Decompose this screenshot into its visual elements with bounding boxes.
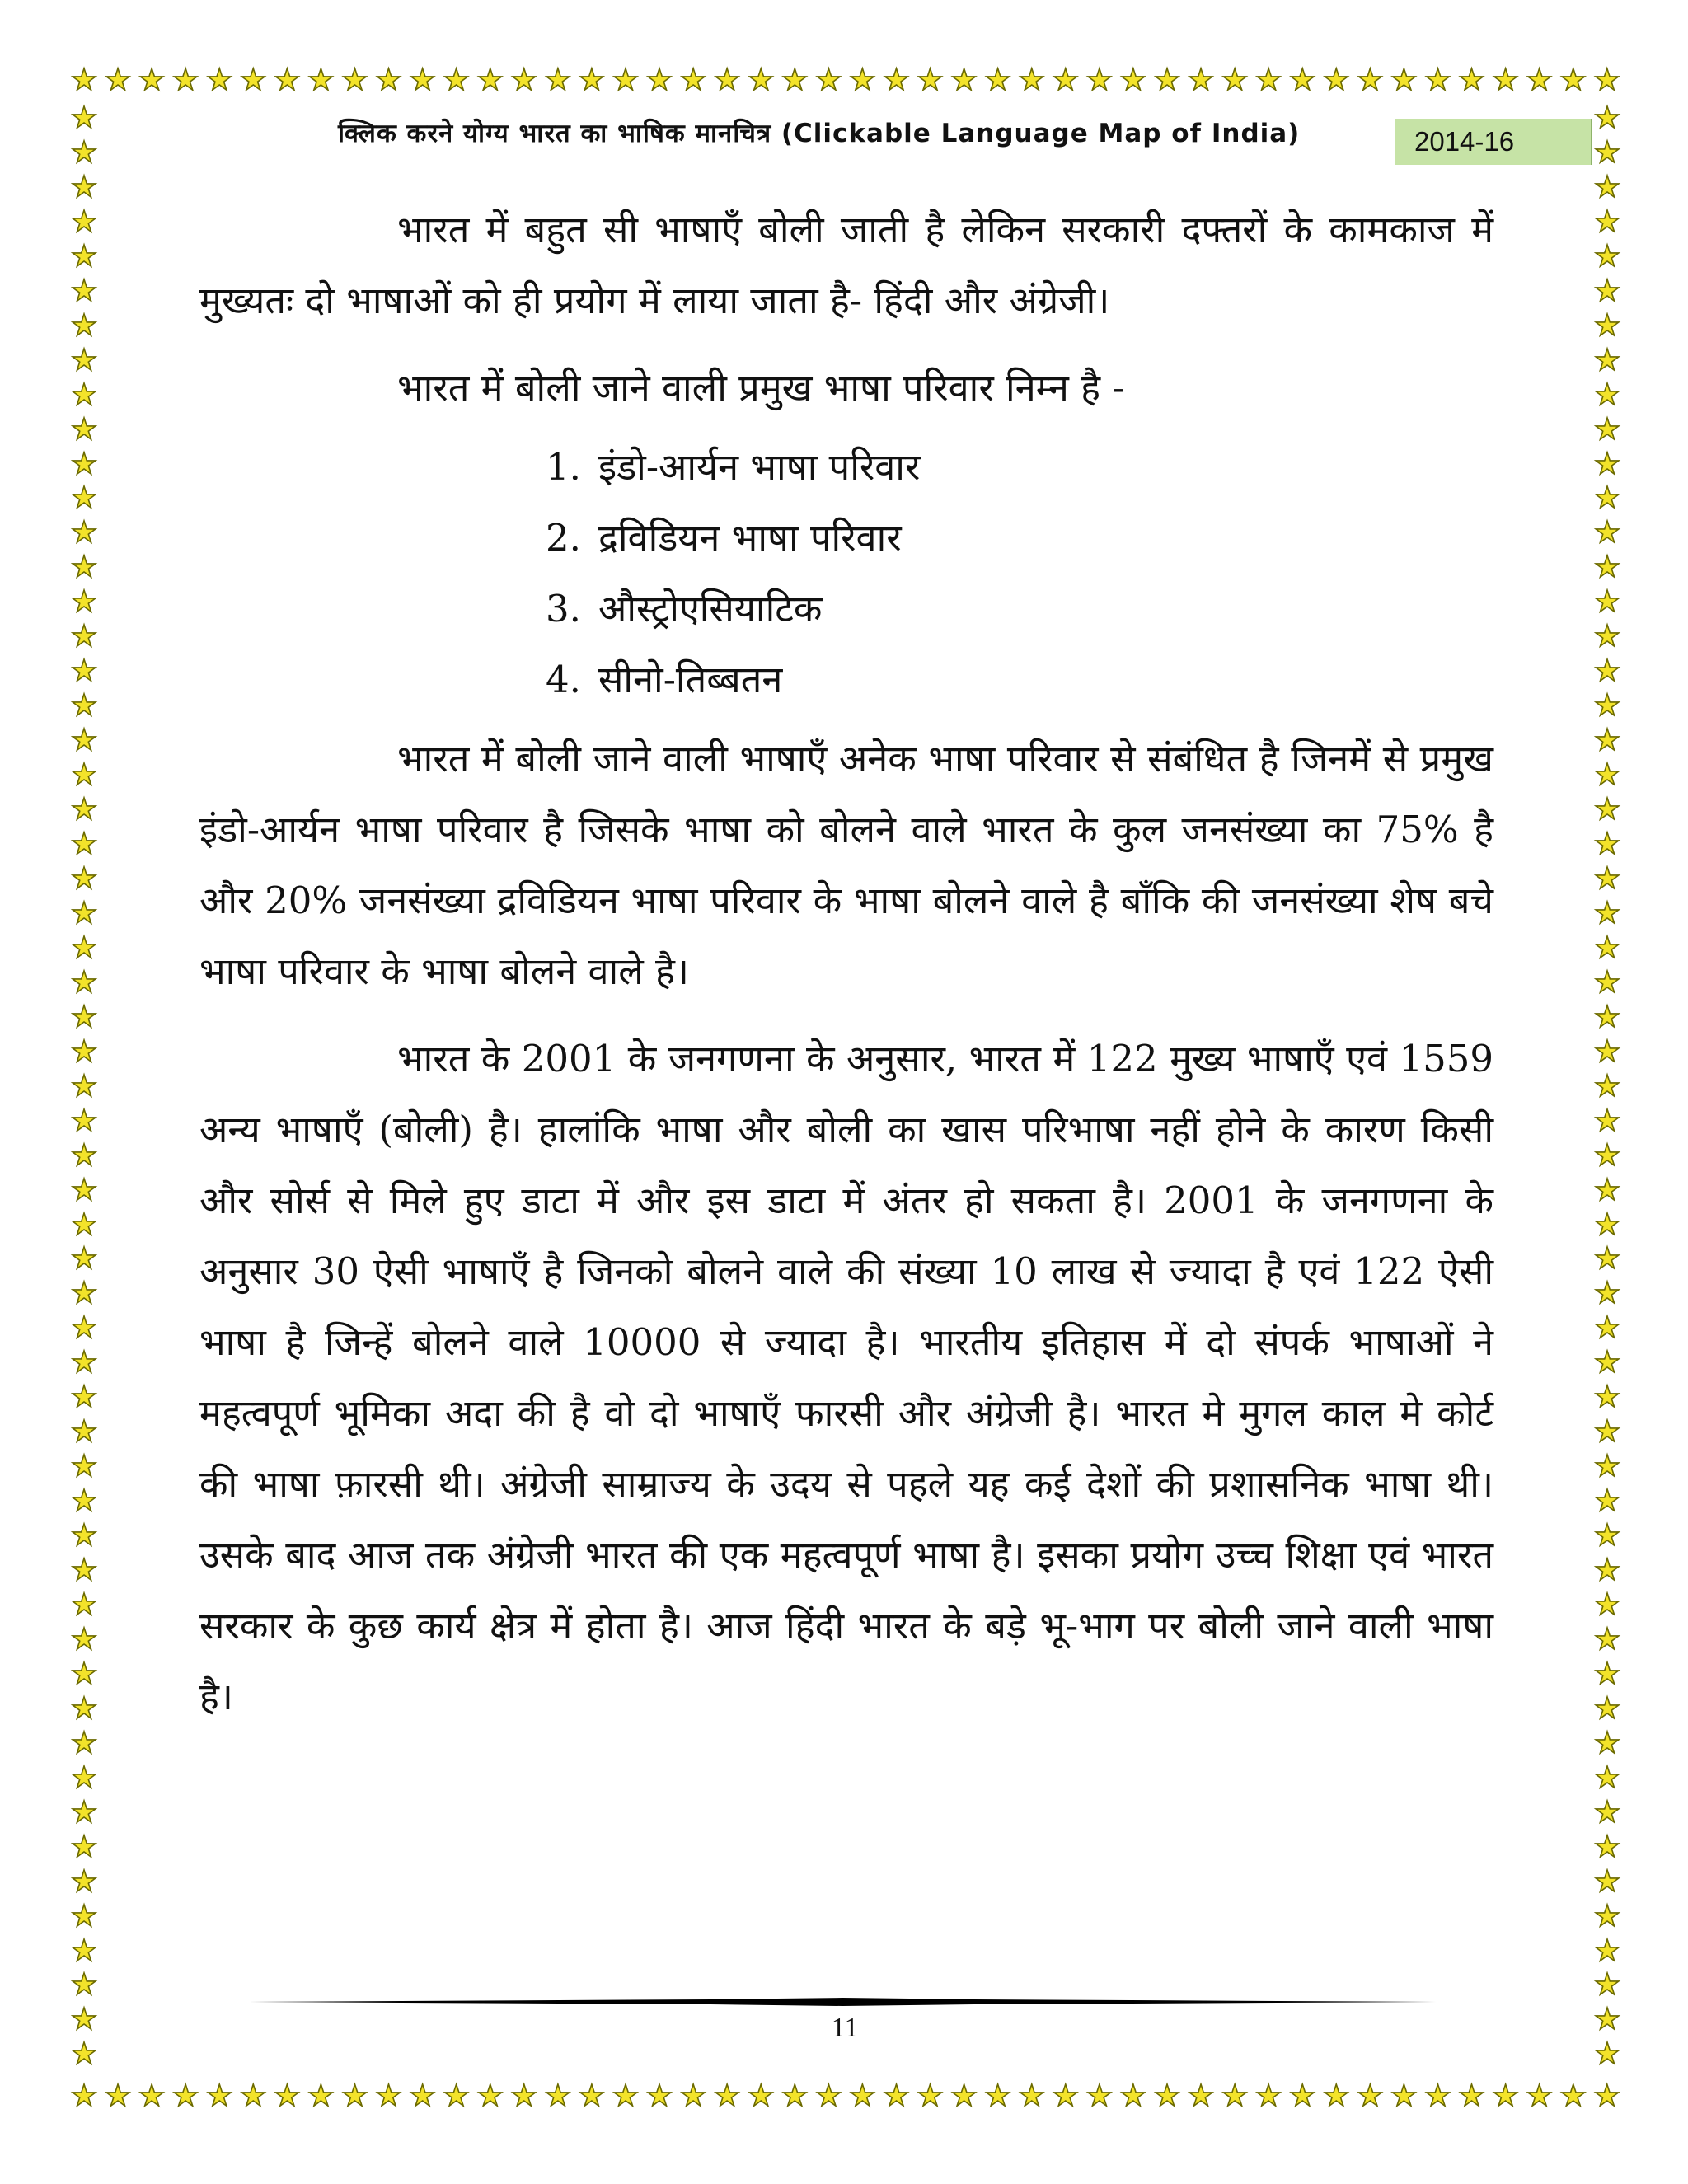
star-icon: ★ — [1593, 63, 1620, 97]
star-icon: ★ — [1593, 204, 1621, 239]
star-icon: ★ — [1593, 1450, 1621, 1484]
star-icon: ★ — [70, 620, 98, 654]
star-icon: ★ — [1424, 63, 1451, 97]
star-icon: ★ — [1593, 896, 1621, 930]
star-icon: ★ — [544, 63, 572, 97]
star-icon: ★ — [70, 585, 98, 620]
star-icon: ★ — [1593, 1933, 1621, 1968]
star-icon: ★ — [1593, 861, 1621, 896]
star-icon: ★ — [240, 63, 267, 97]
star-icon: ★ — [1593, 827, 1621, 862]
star-icon: ★ — [70, 1587, 98, 1622]
star-icon: ★ — [1593, 585, 1621, 620]
star-icon: ★ — [1559, 2079, 1587, 2113]
star-icon: ★ — [1424, 2079, 1451, 2113]
star-icon: ★ — [1593, 377, 1621, 412]
star-icon: ★ — [1255, 63, 1282, 97]
star-icon: ★ — [138, 2079, 166, 2113]
footer-rule — [249, 1998, 1436, 2006]
star-icon: ★ — [1593, 308, 1621, 343]
year-badge: 2014-16 — [1395, 119, 1592, 165]
star-icon: ★ — [1593, 1242, 1621, 1277]
star-icon: ★ — [70, 204, 98, 239]
page-number: 11 — [831, 2013, 859, 2043]
intro-paragraph: भारत में बहुत सी भाषाएँ बोली जाती है लेकिन सरकारी दफ्तरों के कामकाज में मुख्यतः दो भाषाओं को ही प्रयोग में लाया जाता है- हिंदी और अंग्रेजी। — [199, 208, 1493, 322]
star-icon: ★ — [1593, 1484, 1621, 1519]
star-icon: ★ — [544, 2079, 572, 2113]
star-icon: ★ — [917, 63, 944, 97]
star-icon: ★ — [70, 896, 98, 930]
star-icon: ★ — [1593, 2037, 1621, 2072]
language-family-list — [199, 432, 1493, 715]
star-icon: ★ — [1593, 965, 1621, 1000]
star-icon: ★ — [70, 135, 98, 170]
star-icon: ★ — [748, 2079, 775, 2113]
star-icon: ★ — [70, 1899, 98, 1933]
star-border-right — [1591, 102, 1624, 2072]
star-icon: ★ — [206, 63, 233, 97]
star-icon: ★ — [1593, 1104, 1621, 1138]
star-icon: ★ — [70, 2037, 98, 2072]
list-item — [546, 432, 1493, 503]
star-icon: ★ — [1593, 447, 1621, 481]
star-icon: ★ — [849, 2079, 876, 2113]
star-icon: ★ — [1593, 724, 1621, 758]
star-icon: ★ — [1221, 2079, 1249, 2113]
star-icon: ★ — [206, 2079, 233, 2113]
star-icon: ★ — [70, 1138, 98, 1173]
star-icon: ★ — [510, 63, 537, 97]
list-number: 3. — [546, 587, 581, 630]
star-icon: ★ — [70, 1000, 98, 1034]
star-icon: ★ — [70, 930, 98, 965]
star-icon: ★ — [70, 1242, 98, 1277]
star-icon: ★ — [70, 1864, 98, 1899]
star-icon: ★ — [70, 758, 98, 793]
star-icon: ★ — [984, 63, 1011, 97]
star-icon: ★ — [476, 63, 504, 97]
star-icon: ★ — [1593, 2079, 1620, 2113]
star-border-left — [68, 102, 101, 2072]
star-icon: ★ — [1593, 1760, 1621, 1795]
star-icon: ★ — [1593, 1899, 1621, 1933]
star-icon: ★ — [1593, 793, 1621, 827]
star-icon: ★ — [443, 2079, 470, 2113]
star-icon: ★ — [1357, 63, 1384, 97]
star-icon: ★ — [70, 654, 98, 689]
star-icon: ★ — [341, 2079, 368, 2113]
star-icon: ★ — [1593, 1173, 1621, 1207]
star-icon: ★ — [1593, 1554, 1621, 1588]
star-icon: ★ — [70, 239, 98, 274]
star-icon: ★ — [883, 2079, 910, 2113]
star-icon: ★ — [1593, 758, 1621, 793]
star-icon: ★ — [1593, 1519, 1621, 1554]
star-icon: ★ — [1187, 63, 1215, 97]
star-icon: ★ — [1119, 63, 1147, 97]
star-icon: ★ — [1526, 63, 1553, 97]
star-icon: ★ — [70, 1484, 98, 1519]
star-icon: ★ — [70, 343, 98, 377]
star-icon: ★ — [1052, 63, 1079, 97]
star-icon: ★ — [815, 63, 842, 97]
star-icon: ★ — [409, 2079, 436, 2113]
star-icon: ★ — [1593, 654, 1621, 689]
star-icon: ★ — [274, 63, 301, 97]
star-icon: ★ — [274, 2079, 301, 2113]
star-icon: ★ — [1593, 689, 1621, 724]
star-icon: ★ — [1593, 620, 1621, 654]
star-icon: ★ — [70, 516, 98, 551]
paragraph-spacer — [199, 1007, 1493, 1024]
star-icon: ★ — [1593, 1207, 1621, 1242]
star-icon: ★ — [341, 63, 368, 97]
star-icon: ★ — [70, 2003, 98, 2037]
star-icon: ★ — [70, 1795, 98, 1830]
star-icon: ★ — [70, 861, 98, 896]
star-icon: ★ — [748, 63, 775, 97]
star-icon: ★ — [1052, 2079, 1079, 2113]
star-icon: ★ — [409, 63, 436, 97]
star-icon: ★ — [70, 1173, 98, 1207]
star-icon: ★ — [70, 377, 98, 412]
list-item — [546, 574, 1493, 644]
star-icon: ★ — [70, 101, 98, 135]
star-icon: ★ — [612, 2079, 640, 2113]
star-icon: ★ — [70, 724, 98, 758]
star-icon: ★ — [1357, 2079, 1384, 2113]
star-icon: ★ — [70, 1034, 98, 1069]
star-icon: ★ — [1593, 1691, 1621, 1726]
star-icon: ★ — [1593, 1380, 1621, 1415]
star-icon: ★ — [781, 63, 809, 97]
star-icon: ★ — [70, 827, 98, 862]
star-icon: ★ — [1492, 63, 1519, 97]
star-icon: ★ — [307, 2079, 335, 2113]
star-icon: ★ — [679, 2079, 707, 2113]
star-icon: ★ — [1221, 63, 1249, 97]
star-icon: ★ — [1593, 135, 1621, 170]
list-item — [546, 644, 1493, 715]
star-icon: ★ — [1559, 63, 1587, 97]
star-icon: ★ — [1593, 412, 1621, 447]
star-icon: ★ — [1018, 63, 1045, 97]
star-icon: ★ — [70, 1830, 98, 1864]
star-icon: ★ — [375, 2079, 402, 2113]
star-icon: ★ — [1492, 2079, 1519, 2113]
star-icon: ★ — [714, 63, 741, 97]
star-icon: ★ — [70, 412, 98, 447]
star-icon: ★ — [578, 2079, 606, 2113]
list-item-label: औस्ट्रोएसियाटिक — [598, 587, 823, 630]
star-icon: ★ — [1187, 2079, 1215, 2113]
list-number: 1. — [546, 445, 581, 489]
star-icon: ★ — [1593, 1622, 1621, 1657]
star-icon: ★ — [1085, 2079, 1114, 2113]
star-icon: ★ — [1526, 2079, 1553, 2113]
star-icon: ★ — [240, 2079, 267, 2113]
star-icon: ★ — [70, 1207, 98, 1242]
star-icon: ★ — [70, 1104, 98, 1138]
star-icon: ★ — [1153, 63, 1181, 97]
star-icon: ★ — [70, 1069, 98, 1104]
star-icon: ★ — [1593, 481, 1621, 516]
star-icon: ★ — [70, 1933, 98, 1968]
star-icon: ★ — [1593, 551, 1621, 585]
star-icon: ★ — [815, 2079, 842, 2113]
star-icon: ★ — [679, 63, 707, 97]
star-icon: ★ — [1593, 1726, 1621, 1760]
population-paragraph: भारत में बोली जाने वाली भाषाएँ अनेक भाषा परिवार से संबंधित है जिनमें से प्रमुख इंडो-आर्यन भाषा परिवार है जिसके भाषा को बोलने वाले भारत के कुल जनसंख्या का 75% है और 20% जनसंख्या द्रविडियन भाषा परिवार के भाषा बोलने वाले है बाँकि की जनसंख्या शेष बचे भाषा परिवार के भाषा बोलने वाले है। — [199, 737, 1493, 993]
list-item-label: इंडो-आर्यन भाषा परिवार — [598, 445, 921, 489]
star-icon: ★ — [70, 1726, 98, 1760]
star-icon: ★ — [1593, 516, 1621, 551]
star-icon: ★ — [70, 1622, 98, 1657]
star-icon: ★ — [70, 1346, 98, 1380]
census-paragraph: भारत के 2001 के जनगणना के अनुसार, भारत में 122 मुख्य भाषाएँ एवं 1559 अन्य भाषाएँ (बोली) है। हालांकि भाषा और बोली का खास परिभाषा नहीं होने के कारण किसी और सोर्स से मिले हुए डाटा में और इस डाटा में अंतर हो सकता है। 2001 के जनगणना के अनुसार 30 ऐसी भाषाएँ है जिनको बोलने वाले की संख्या 10 लाख से ज्यादा है एवं 122 ऐसी भाषा है जिन्हें बोलने वाले 10000 से ज्यादा है। भारतीय इतिहास में दो संपर्क भाषाओं ने महत्वपूर्ण भूमिका अदा की है वो दो भाषाएँ फारसी और अंग्रेजी है। भारत मे मुगल काल मे कोर्ट की भाषा फ़ारसी थी। अंग्रेजी साम्राज्य के उदय से पहले यह कई देशों की प्रशासनिक भाषा थी। उसके बाद आज तक अंग्रेजी भारत की एक महत्वपूर्ण भाषा है। इसका प्रयोग उच्च शिक्षा एवं भारत सरकार के कुछ कार्य क्षेत्र में होता है। आज हिंदी भारत के बड़े भू-भाग पर बोली जाने वाली भाषा है। — [199, 1037, 1493, 1718]
list-number: 4. — [546, 658, 581, 701]
star-icon: ★ — [1018, 2079, 1045, 2113]
star-icon: ★ — [1593, 1138, 1621, 1173]
star-icon: ★ — [1593, 274, 1621, 308]
star-icon: ★ — [645, 63, 673, 97]
star-icon: ★ — [138, 63, 166, 97]
star-icon: ★ — [70, 1760, 98, 1795]
star-icon: ★ — [70, 1415, 98, 1450]
star-icon: ★ — [1593, 170, 1621, 204]
star-icon: ★ — [917, 2079, 944, 2113]
star-icon: ★ — [1289, 2079, 1316, 2113]
star-icon: ★ — [1458, 63, 1485, 97]
star-icon: ★ — [70, 481, 98, 516]
star-icon: ★ — [984, 2079, 1011, 2113]
star-icon: ★ — [1593, 1000, 1621, 1034]
star-icon: ★ — [1593, 1795, 1621, 1830]
star-icon: ★ — [1593, 343, 1621, 377]
star-icon: ★ — [307, 63, 335, 97]
star-icon: ★ — [510, 2079, 537, 2113]
star-icon: ★ — [883, 63, 910, 97]
star-border-top — [68, 64, 1624, 97]
star-icon: ★ — [1593, 239, 1621, 274]
star-icon: ★ — [172, 2079, 199, 2113]
star-icon: ★ — [781, 2079, 809, 2113]
star-icon: ★ — [1390, 63, 1418, 97]
star-icon: ★ — [1119, 2079, 1147, 2113]
star-icon: ★ — [104, 2079, 132, 2113]
star-icon: ★ — [443, 63, 470, 97]
star-icon: ★ — [104, 63, 132, 97]
star-icon: ★ — [1593, 101, 1621, 135]
star-icon: ★ — [70, 965, 98, 1000]
list-item-label: सीनो-तिब्बतन — [598, 658, 783, 701]
star-icon: ★ — [1323, 2079, 1350, 2113]
star-icon: ★ — [70, 1691, 98, 1726]
star-icon: ★ — [1153, 2079, 1181, 2113]
star-icon: ★ — [70, 308, 98, 343]
star-icon: ★ — [1593, 1034, 1621, 1069]
star-icon: ★ — [70, 1968, 98, 2003]
star-icon: ★ — [70, 170, 98, 204]
star-icon: ★ — [1593, 1415, 1621, 1450]
star-icon: ★ — [70, 63, 98, 97]
star-icon: ★ — [70, 1311, 98, 1346]
header-title: क्लिक करने योग्य भारत का भाषिक मानचित्र (Clickable Language Map of India) — [338, 119, 1301, 148]
star-border-bottom — [68, 2080, 1624, 2113]
star-icon: ★ — [849, 63, 876, 97]
star-icon: ★ — [70, 1554, 98, 1588]
star-icon: ★ — [1593, 1346, 1621, 1380]
star-icon: ★ — [172, 63, 199, 97]
star-icon: ★ — [70, 1380, 98, 1415]
star-icon: ★ — [1593, 1968, 1621, 2003]
star-icon: ★ — [1593, 1069, 1621, 1104]
star-icon: ★ — [1593, 1864, 1621, 1899]
star-icon: ★ — [476, 2079, 504, 2113]
star-icon: ★ — [375, 63, 402, 97]
star-icon: ★ — [70, 1450, 98, 1484]
language-families-lead: भारत में बोली जाने वाली प्रमुख भाषा परिवार निम्न है - — [397, 366, 1125, 410]
list-number: 2. — [546, 516, 581, 560]
star-icon: ★ — [70, 274, 98, 308]
star-icon: ★ — [578, 63, 606, 97]
page-content — [199, 194, 1493, 1732]
list-item — [546, 503, 1493, 574]
star-icon: ★ — [70, 2079, 98, 2113]
star-icon: ★ — [70, 689, 98, 724]
star-icon: ★ — [70, 551, 98, 585]
star-icon: ★ — [1593, 1311, 1621, 1346]
star-icon: ★ — [950, 63, 978, 97]
star-icon: ★ — [70, 1277, 98, 1311]
star-icon: ★ — [950, 2079, 978, 2113]
star-icon: ★ — [1289, 63, 1316, 97]
star-icon: ★ — [1593, 930, 1621, 965]
star-icon: ★ — [714, 2079, 741, 2113]
star-icon: ★ — [70, 793, 98, 827]
star-icon: ★ — [70, 1519, 98, 1554]
star-icon: ★ — [70, 1657, 98, 1691]
star-icon: ★ — [1458, 2079, 1485, 2113]
star-icon: ★ — [1390, 2079, 1418, 2113]
star-icon: ★ — [1593, 1277, 1621, 1311]
star-icon: ★ — [1593, 1587, 1621, 1622]
star-icon: ★ — [1593, 1657, 1621, 1691]
star-icon: ★ — [1255, 2079, 1282, 2113]
star-icon: ★ — [1593, 1830, 1621, 1864]
star-icon: ★ — [70, 447, 98, 481]
star-icon: ★ — [1323, 63, 1350, 97]
list-item-label: द्रविडियन भाषा परिवार — [598, 516, 902, 560]
star-icon: ★ — [1085, 63, 1114, 97]
star-icon: ★ — [645, 2079, 673, 2113]
star-icon: ★ — [612, 63, 640, 97]
star-icon: ★ — [1593, 2003, 1621, 2037]
